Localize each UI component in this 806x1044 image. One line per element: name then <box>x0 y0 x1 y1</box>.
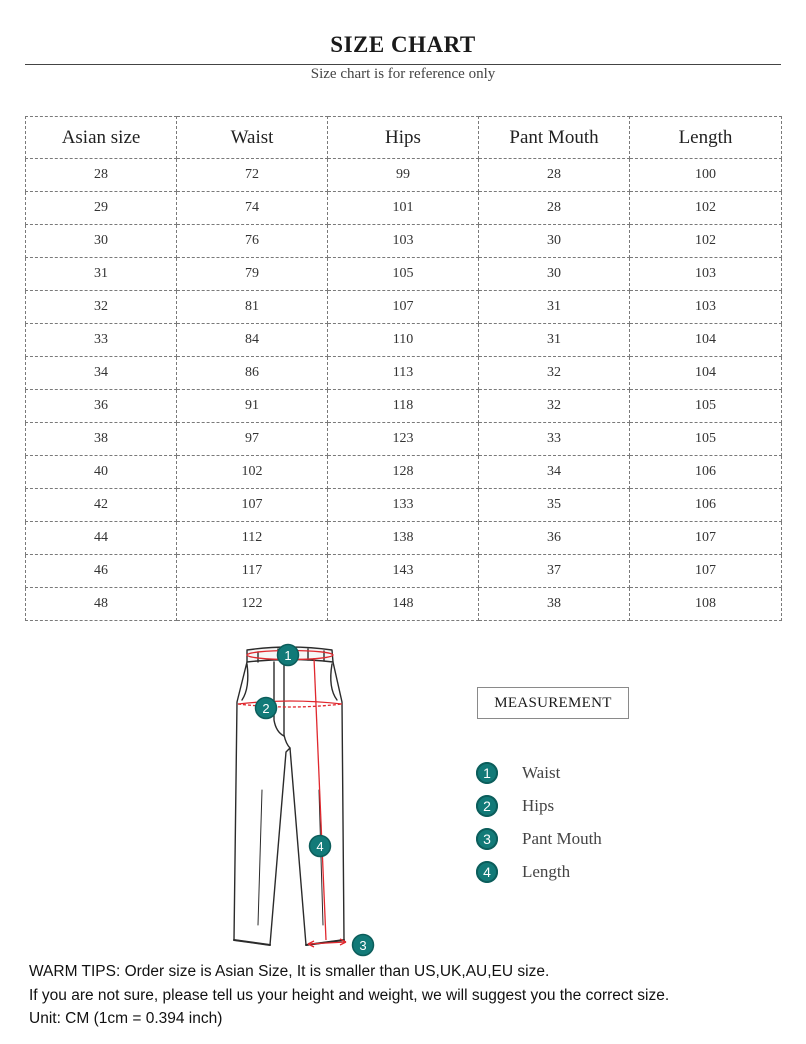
table-cell: 31 <box>26 258 177 291</box>
marker-1-label: 1 <box>284 648 292 663</box>
table-cell: 105 <box>630 423 782 456</box>
pants-outline-icon <box>220 640 390 960</box>
table-cell: 32 <box>479 390 630 423</box>
table-cell: 28 <box>479 159 630 192</box>
measurement-heading: MEASUREMENT <box>477 687 629 719</box>
table-cell: 44 <box>26 522 177 555</box>
table-row <box>26 159 782 192</box>
table-cell: 32 <box>26 291 177 324</box>
number-2-icon: 2 <box>476 795 498 817</box>
tip-line-height-weight: If you are not sure, please tell us your height and weight, we will suggest you the correct size. <box>29 986 670 1004</box>
table-cell: 107 <box>177 489 328 522</box>
table-cell: 32 <box>479 357 630 390</box>
table-row <box>26 357 782 390</box>
table-cell: 38 <box>479 588 630 621</box>
column-header-hips: Hips <box>328 117 479 159</box>
table-cell: 79 <box>177 258 328 291</box>
table-cell: 40 <box>26 456 177 489</box>
marker-3-label: 3 <box>359 938 367 953</box>
table-cell: 143 <box>328 555 479 588</box>
table-body <box>26 159 782 621</box>
table-cell: 105 <box>328 258 479 291</box>
table-cell: 102 <box>630 192 782 225</box>
table-cell: 76 <box>177 225 328 258</box>
legend-label: Length <box>522 861 571 881</box>
table-row <box>26 225 782 258</box>
table-cell: 102 <box>630 225 782 258</box>
table-row <box>26 324 782 357</box>
title-divider <box>25 64 781 65</box>
legend-item-hips <box>476 789 696 822</box>
table-cell: 84 <box>177 324 328 357</box>
table-cell: 99 <box>328 159 479 192</box>
table-cell: 138 <box>328 522 479 555</box>
table-row <box>26 423 782 456</box>
table-cell: 112 <box>177 522 328 555</box>
pants-diagram <box>220 640 390 960</box>
table-header-row <box>26 117 782 159</box>
table-cell: 33 <box>26 324 177 357</box>
table-cell: 38 <box>26 423 177 456</box>
legend-item-length <box>476 855 696 888</box>
table-cell: 105 <box>630 390 782 423</box>
table-cell: 81 <box>177 291 328 324</box>
table-cell: 74 <box>177 192 328 225</box>
table-cell: 122 <box>177 588 328 621</box>
table-cell: 106 <box>630 489 782 522</box>
warm-tips <box>29 960 789 1031</box>
table-cell: 107 <box>630 522 782 555</box>
legend-label: Hips <box>522 795 555 815</box>
table-cell: 31 <box>479 324 630 357</box>
table-cell: 34 <box>479 456 630 489</box>
hips-measure-line <box>238 701 342 704</box>
table-row <box>26 522 782 555</box>
table-cell: 30 <box>479 258 630 291</box>
table-cell: 28 <box>479 192 630 225</box>
table-cell: 107 <box>328 291 479 324</box>
column-header-length: Length <box>630 117 782 159</box>
column-header-asian-size: Asian size <box>26 117 177 159</box>
table-cell: 29 <box>26 192 177 225</box>
table-cell: 30 <box>26 225 177 258</box>
table-cell: 30 <box>479 225 630 258</box>
table-cell: 46 <box>26 555 177 588</box>
size-chart-table <box>25 116 782 621</box>
page-title: SIZE CHART <box>330 32 476 57</box>
table-cell: 118 <box>328 390 479 423</box>
table-row <box>26 555 782 588</box>
table-cell: 33 <box>479 423 630 456</box>
legend-item-pant-mouth <box>476 822 696 855</box>
length-measure-line <box>314 658 326 940</box>
table-row <box>26 390 782 423</box>
table-cell: 100 <box>630 159 782 192</box>
table-cell: 103 <box>328 225 479 258</box>
table-cell: 34 <box>26 357 177 390</box>
column-header-pant-mouth: Pant Mouth <box>479 117 630 159</box>
table-cell: 36 <box>26 390 177 423</box>
table-row <box>26 258 782 291</box>
table-cell: 97 <box>177 423 328 456</box>
table-cell: 103 <box>630 258 782 291</box>
table-cell: 110 <box>328 324 479 357</box>
marker-4-label: 4 <box>316 839 324 854</box>
legend-label: Waist <box>522 762 561 782</box>
table-cell: 117 <box>177 555 328 588</box>
table-row <box>26 291 782 324</box>
number-4-icon: 4 <box>476 861 498 883</box>
table-row <box>26 456 782 489</box>
measurement-legend <box>476 756 696 888</box>
table-cell: 35 <box>479 489 630 522</box>
tip-line-unit: Unit: CM (1cm = 0.394 inch) <box>29 1010 223 1027</box>
table-cell: 101 <box>328 192 479 225</box>
table-cell: 104 <box>630 357 782 390</box>
number-1-icon: 1 <box>476 762 498 784</box>
tip-line-order-size: WARM TIPS: Order size is Asian Size, It is smaller than US,UK,AU,EU size. <box>29 963 550 980</box>
table-row <box>26 192 782 225</box>
table-cell: 86 <box>177 357 328 390</box>
table-cell: 148 <box>328 588 479 621</box>
legend-label: Pant Mouth <box>522 828 602 848</box>
page-subtitle: Size chart is for reference only <box>310 66 496 82</box>
table-cell: 42 <box>26 489 177 522</box>
table-row <box>26 489 782 522</box>
table-cell: 128 <box>328 456 479 489</box>
table-cell: 48 <box>26 588 177 621</box>
table-cell: 103 <box>630 291 782 324</box>
table-cell: 104 <box>630 324 782 357</box>
marker-2-label: 2 <box>262 701 270 716</box>
table-cell: 123 <box>328 423 479 456</box>
table-cell: 133 <box>328 489 479 522</box>
table-cell: 106 <box>630 456 782 489</box>
table-cell: 31 <box>479 291 630 324</box>
table-row <box>26 588 782 621</box>
number-3-icon: 3 <box>476 828 498 850</box>
legend-item-waist <box>476 756 696 789</box>
column-header-waist: Waist <box>177 117 328 159</box>
table-cell: 37 <box>479 555 630 588</box>
table-cell: 102 <box>177 456 328 489</box>
table-cell: 28 <box>26 159 177 192</box>
table-cell: 113 <box>328 357 479 390</box>
table-cell: 108 <box>630 588 782 621</box>
table-cell: 107 <box>630 555 782 588</box>
table-cell: 91 <box>177 390 328 423</box>
table-cell: 72 <box>177 159 328 192</box>
table-cell: 36 <box>479 522 630 555</box>
